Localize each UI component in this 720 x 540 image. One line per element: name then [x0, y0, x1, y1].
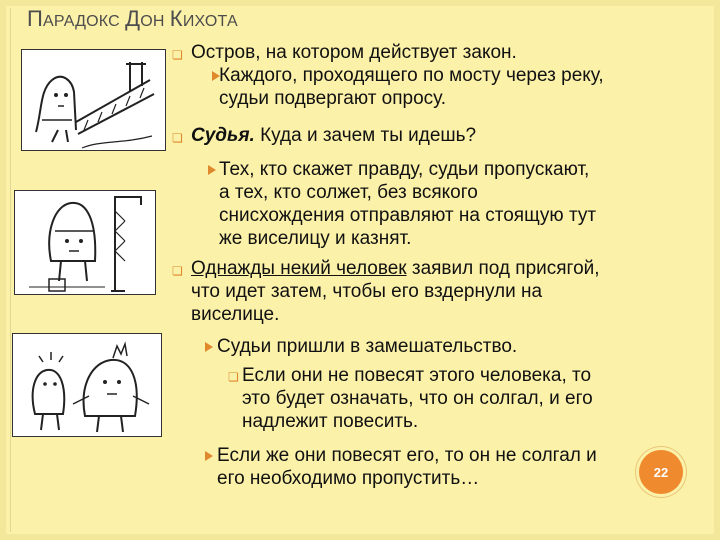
triangle-bullet-icon	[205, 451, 213, 461]
gallows-drawing-icon	[15, 191, 155, 294]
bullet-text: Если они не повесят этого человека, то	[242, 365, 592, 386]
bullet-text: Судья. Куда и зачем ты идешь?	[191, 125, 477, 146]
bullet-text: Однажды некий человек заявил под присягой,	[191, 258, 600, 279]
bullet-text: Остров, на котором действует закон.	[191, 42, 517, 63]
bullet-text: надлежит повесить.	[242, 411, 419, 432]
triangle-bullet-icon	[208, 165, 216, 175]
bullet-text: снисхождения отправляют на стоящую тут	[219, 205, 597, 226]
judges-drawing-icon	[13, 334, 161, 436]
slide-title: ПАРАДОКС ДОН КИХОТА	[27, 6, 238, 31]
bullet-text: виселице.	[191, 304, 280, 325]
open-box-bullet-icon: ❏	[172, 131, 183, 145]
bullet-text: Если же они повесят его, то он не солгал и	[217, 445, 597, 466]
bullet-text: его необходимо пропустить…	[217, 468, 480, 489]
illustration-gallows	[14, 190, 156, 295]
bullet-text: судьи подвергают опросу.	[219, 88, 447, 109]
bridge-drawing-icon	[22, 50, 165, 150]
bullet-text: это будет означать, что он солгал, и его	[242, 388, 593, 409]
open-box-bullet-icon: ❏	[172, 48, 183, 62]
open-box-bullet-icon: ❏	[172, 264, 183, 278]
illustration-bridge	[21, 49, 166, 151]
bullet-text: же виселицу и казнят.	[219, 228, 412, 249]
bullet-text: а тех, кто солжет, без всякого	[219, 182, 478, 203]
triangle-bullet-icon	[205, 342, 213, 352]
left-rule	[10, 8, 11, 532]
bullet-text: что идет затем, чтобы его вздернули на	[191, 281, 543, 302]
open-box-bullet-icon: ❏	[228, 370, 239, 384]
bullet-text: Каждого, проходящего по мосту через реку,	[219, 65, 604, 86]
page-number-badge: 22	[639, 450, 683, 494]
illustration-judges	[12, 333, 162, 437]
bullet-text: Тех, кто скажет правду, судьи пропускают,	[219, 159, 590, 180]
bullet-text: Судьи пришли в замешательство.	[217, 336, 518, 357]
